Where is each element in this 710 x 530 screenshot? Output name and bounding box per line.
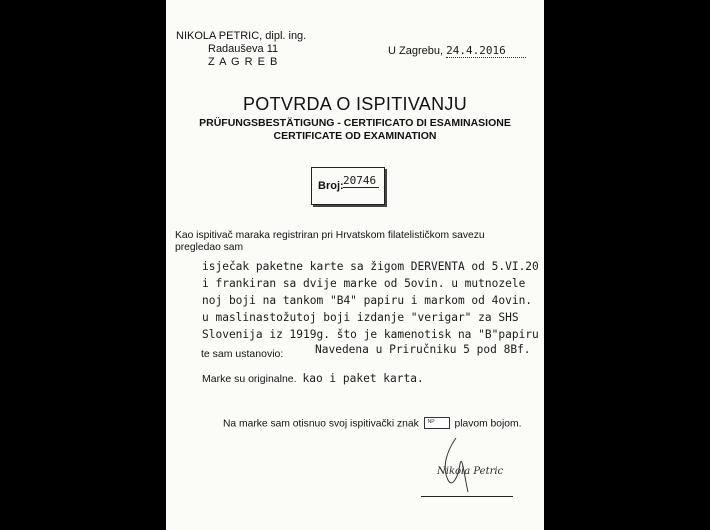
description-line-3: noj boji na tankom "B4" papiru i markom od 4ovin.	[202, 294, 533, 307]
description-line-4: u maslinastožutoj boji izdanje "verigar" za SHS	[202, 311, 519, 324]
signature-line	[421, 496, 513, 497]
signature-name: Nikola Petric	[437, 466, 504, 477]
examiner-stamp-icon: NP	[424, 417, 450, 429]
document-title: POTVRDA O ISPITIVANJU	[242, 94, 467, 114]
document-subtitle-1: PRÜFUNGSBESTÄTIGUNG - CERTIFICATO DI ESAMINASIONE	[199, 117, 511, 129]
certificate-page	[166, 0, 544, 530]
result-text: kao i paket karta.	[302, 372, 424, 385]
date-value: 24.4.2016	[446, 44, 526, 58]
place-date	[388, 44, 526, 58]
description-line-5: Slovenija iz 1919g. što je kamenotisk na "B"papiru	[202, 328, 539, 341]
stamp-note: Na marke sam otisnuo svoj ispitivački znak NP plavom bojom.	[223, 418, 522, 430]
description-line-1: isječak paketne karte sa žigom DERVENTA od 5.VI.20	[202, 260, 539, 273]
description-line-2: i frankiran sa dvije marke od 5ovin. u mutnozele	[202, 277, 526, 290]
sender-city: Z A G R E B	[208, 56, 279, 68]
intro-line-1: Kao ispitivač maraka registriran pri Hrvatskom filatelističkom savezu	[175, 230, 485, 241]
conclusion-label: te sam ustanovio:	[201, 348, 284, 360]
description-line-6: Navedena u Priručniku 5 pod 8Bf.	[315, 343, 531, 356]
certificate-number-box	[311, 167, 385, 205]
number-value: 20746	[343, 174, 379, 188]
sender-name: NIKOLA PETRIC, dipl. ing.	[176, 30, 307, 42]
number-label: Broj:	[318, 180, 344, 192]
intro-line-2: pregledao sam	[175, 242, 244, 253]
document-subtitle-2: CERTIFICATE OD EXAMINATION	[273, 130, 437, 142]
place-label: U Zagrebu,	[388, 45, 444, 57]
handwritten-signature-icon	[434, 434, 484, 498]
result-label: Marke su originalne.	[202, 373, 297, 385]
sender-street: Radauševa 11	[208, 43, 279, 55]
result-line	[202, 372, 424, 385]
